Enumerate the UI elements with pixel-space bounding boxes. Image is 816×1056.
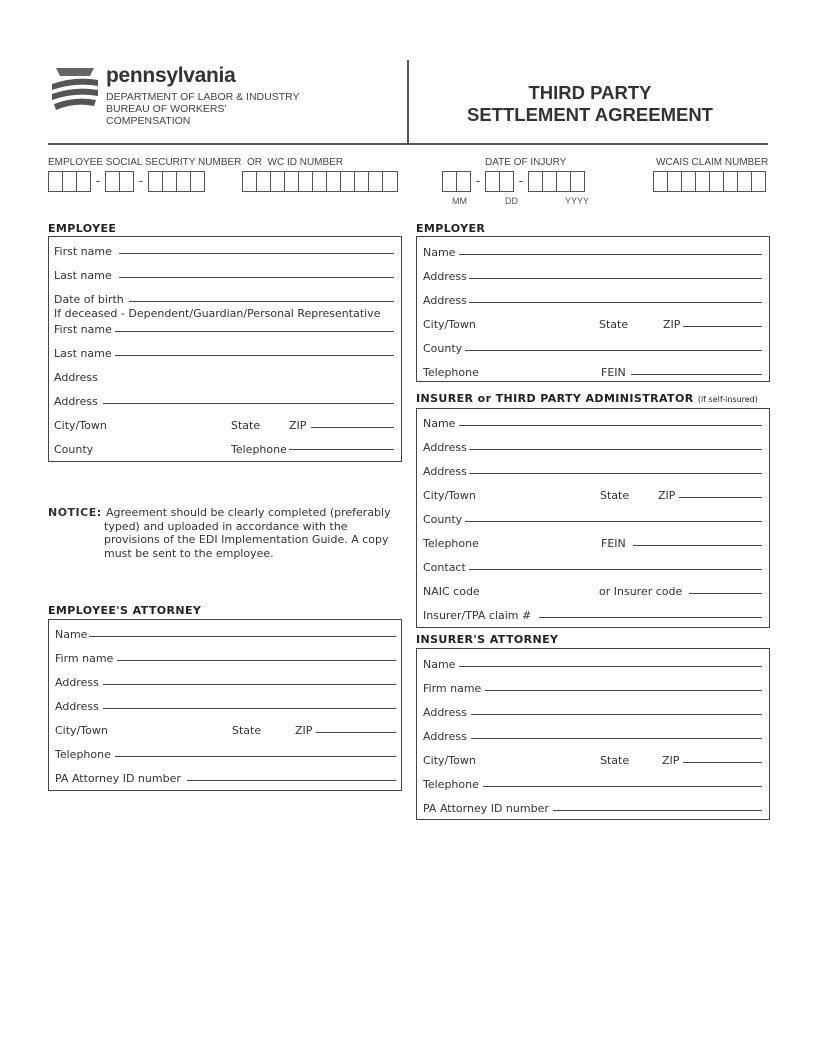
insurer-county-field[interactable]: [465, 521, 762, 522]
wcid-digit[interactable]: [326, 171, 341, 192]
doi-input[interactable]: [442, 171, 584, 192]
wcid-label: WC ID NUMBER: [267, 157, 344, 168]
wcais-input[interactable]: [653, 171, 765, 192]
wcais-digit[interactable]: [709, 171, 724, 192]
ssn-digit[interactable]: [176, 171, 191, 192]
ssn-digit[interactable]: [48, 171, 63, 192]
insurer-telephone-label: Telephone: [423, 537, 479, 550]
ea-state-label: State: [232, 724, 262, 737]
ia-address1-field[interactable]: [471, 714, 762, 715]
doi-label: DATE OF INJURY: [485, 157, 567, 168]
wcais-label: WCAIS CLAIM NUMBER: [656, 157, 769, 168]
employer-section-title: EMPLOYER: [416, 222, 486, 235]
employee-address2-label: Address: [54, 395, 98, 408]
ea-city-label: City/Town: [55, 724, 108, 737]
wcais-digit[interactable]: [695, 171, 710, 192]
employee-address2-field[interactable]: [103, 403, 394, 404]
insurer-naic-label: NAIC code: [423, 585, 480, 598]
ea-firm-label: Firm name: [55, 652, 114, 665]
logo-state-name: pennsylvania: [106, 64, 236, 87]
employee-state-label: State: [231, 419, 261, 432]
insurer-address2-field[interactable]: [469, 473, 762, 474]
ssn-digit[interactable]: [105, 171, 120, 192]
insurer-claim-field[interactable]: [539, 617, 762, 618]
insurer-zip-label: ZIP: [658, 489, 676, 502]
ia-pa-id-field[interactable]: [553, 810, 762, 811]
ssn-input[interactable]: [48, 171, 204, 192]
insurer-code-label: or Insurer code: [599, 585, 683, 598]
wcid-digit[interactable]: [312, 171, 327, 192]
doi-year-digit[interactable]: [528, 171, 543, 192]
ia-address2-label: Address: [423, 730, 467, 743]
notice-line-4: must be sent to the employee.: [104, 546, 274, 560]
doi-month-digit[interactable]: [442, 171, 457, 192]
notice-line-1: Agreement should be clearly completed (preferably: [106, 506, 391, 519]
ea-address2-label: Address: [55, 700, 99, 713]
header-divider-vertical: [407, 60, 409, 144]
wcid-digit[interactable]: [298, 171, 313, 192]
ia-zip-label: ZIP: [662, 754, 680, 767]
insurer-contact-field[interactable]: [469, 569, 762, 570]
notice-line-2: typed) and uploaded in accordance with the: [104, 519, 348, 533]
insurer-state-label: State: [600, 489, 630, 502]
or-label: OR: [246, 157, 262, 168]
ssn-label: EMPLOYEE SOCIAL SECURITY NUMBER: [48, 157, 242, 168]
insurer-box: [416, 408, 770, 628]
wcid-digit[interactable]: [284, 171, 299, 192]
ea-address1-field[interactable]: [103, 684, 396, 685]
employee-dob-label: Date of birth: [54, 293, 124, 306]
wcais-digit[interactable]: [723, 171, 738, 192]
insurer-county-label: County: [423, 513, 463, 526]
ia-firm-field[interactable]: [485, 690, 762, 691]
employer-name-label: Name: [423, 246, 456, 259]
ssn-digit[interactable]: [162, 171, 177, 192]
employer-county-field[interactable]: [465, 350, 762, 351]
employer-fein-label: FEIN: [601, 366, 626, 379]
wcid-digit[interactable]: [340, 171, 355, 192]
wcid-digit[interactable]: [368, 171, 383, 192]
employee-last-name-field[interactable]: [119, 277, 394, 278]
employee-county-label: County: [54, 443, 94, 456]
employer-telephone-label: Telephone: [423, 366, 479, 379]
wcid-input[interactable]: [242, 171, 397, 192]
ia-state-label: State: [600, 754, 630, 767]
title-line-1: THIRD PARTY: [528, 82, 652, 103]
insurer-claim-label: Insurer/TPA claim #: [423, 609, 532, 622]
insurer-city-label: City/Town: [423, 489, 476, 502]
doi-dash: -: [518, 174, 524, 188]
employee-zip-label: ZIP: [289, 419, 307, 432]
employer-zip-label: ZIP: [663, 318, 681, 331]
employee-first-name-label: First name: [54, 245, 112, 258]
insurer-name-label: Name: [423, 417, 456, 430]
employee-box: [48, 236, 402, 462]
ssn-digit[interactable]: [148, 171, 163, 192]
ia-name-field[interactable]: [459, 666, 762, 667]
wcais-digit[interactable]: [681, 171, 696, 192]
insurer-zip-field[interactable]: [679, 497, 762, 498]
employer-address1-field[interactable]: [469, 278, 762, 279]
employer-county-label: County: [423, 342, 463, 355]
rep-first-name-label: First name: [54, 323, 112, 336]
ia-telephone-label: Telephone: [423, 778, 479, 791]
rep-last-name-label: Last name: [54, 347, 112, 360]
ea-telephone-label: Telephone: [55, 748, 111, 761]
doi-dash: -: [475, 174, 481, 188]
wcid-digit[interactable]: [382, 171, 398, 192]
ea-address1-label: Address: [55, 676, 99, 689]
employer-fein-field[interactable]: [631, 374, 762, 375]
doi-day-digit[interactable]: [485, 171, 500, 192]
ia-pa-id-label: PA Attorney ID number: [423, 802, 549, 815]
employee-attorney-box: [48, 619, 402, 791]
wcid-digit[interactable]: [354, 171, 369, 192]
logo-department: DEPARTMENT OF LABOR & INDUSTRY: [106, 91, 300, 103]
insurer-contact-label: Contact: [423, 561, 466, 574]
insurer-title-text: INSURER or THIRD PARTY ADMINISTRATOR: [416, 392, 694, 405]
header-divider-horizontal: [48, 143, 768, 145]
title-line-2: SETTLEMENT AGREEMENT: [467, 104, 713, 125]
ea-pa-id-field[interactable]: [187, 780, 396, 781]
ia-city-label: City/Town: [423, 754, 476, 767]
insurer-attorney-section-title: INSURER'S ATTORNEY: [416, 633, 559, 646]
notice-label: NOTICE:: [48, 506, 102, 519]
ea-pa-id-label: PA Attorney ID number: [55, 772, 181, 785]
ea-zip-label: ZIP: [295, 724, 313, 737]
employer-address2-label: Address: [423, 294, 467, 307]
ia-zip-field[interactable]: [683, 762, 762, 763]
employee-section-title: EMPLOYEE: [48, 222, 117, 235]
ssn-dash: -: [138, 174, 144, 188]
employee-first-name-field[interactable]: [119, 253, 394, 254]
insurer-section-title: [416, 392, 758, 405]
ea-name-label: Name: [55, 628, 88, 641]
insurer-title-note: (if self-insured): [697, 395, 758, 404]
insurer-address1-field[interactable]: [469, 449, 762, 450]
wcid-digit[interactable]: [256, 171, 271, 192]
employer-zip-field[interactable]: [683, 326, 762, 327]
insurer-attorney-box: [416, 648, 770, 820]
ia-firm-label: Firm name: [423, 682, 482, 695]
doi-month-digit[interactable]: [456, 171, 471, 192]
mm-label: MM: [452, 196, 467, 206]
ia-address1-label: Address: [423, 706, 467, 719]
insurer-address1-label: Address: [423, 441, 467, 454]
employee-telephone-field[interactable]: [289, 449, 394, 450]
ssn-dash: -: [95, 174, 101, 188]
ssn-digit[interactable]: [119, 171, 134, 192]
employee-telephone-label: Telephone: [231, 443, 287, 456]
ssn-digit[interactable]: [62, 171, 77, 192]
ea-name-field[interactable]: [89, 636, 396, 637]
rep-last-name-field[interactable]: [115, 355, 394, 356]
employee-dob-field[interactable]: [129, 301, 394, 302]
wcais-digit[interactable]: [751, 171, 766, 192]
ia-address2-field[interactable]: [471, 738, 762, 739]
ea-zip-field[interactable]: [316, 732, 396, 733]
wcais-digit[interactable]: [667, 171, 682, 192]
doi-year-digit[interactable]: [556, 171, 571, 192]
wcid-digit[interactable]: [242, 171, 257, 192]
rep-first-name-field[interactable]: [115, 331, 394, 332]
employer-box: [416, 236, 770, 382]
employer-state-label: State: [599, 318, 629, 331]
ia-telephone-field[interactable]: [483, 786, 762, 787]
insurer-fein-label: FEIN: [601, 537, 626, 550]
ssn-digit[interactable]: [76, 171, 91, 192]
doi-year-digit[interactable]: [570, 171, 585, 192]
insurer-code-field[interactable]: [689, 593, 762, 594]
ea-firm-field[interactable]: [117, 660, 396, 661]
logo-bureau: BUREAU OF WORKERS' COMPENSATION: [106, 103, 227, 127]
wcais-digit[interactable]: [737, 171, 752, 192]
deceased-note: If deceased - Dependent/Guardian/Personal Representative: [54, 307, 381, 320]
employer-address2-field[interactable]: [469, 302, 762, 303]
notice: [48, 506, 408, 560]
ssn-digit[interactable]: [190, 171, 205, 192]
employer-address1-label: Address: [423, 270, 467, 283]
ia-name-label: Name: [423, 658, 456, 671]
insurer-address2-label: Address: [423, 465, 467, 478]
employee-attorney-section-title: EMPLOYEE'S ATTORNEY: [48, 604, 202, 617]
employee-address1-label: Address: [54, 371, 98, 384]
dd-label: DD: [505, 196, 518, 206]
pa-logo: [50, 64, 310, 127]
wcid-digit[interactable]: [270, 171, 285, 192]
employee-last-name-label: Last name: [54, 269, 112, 282]
employee-city-label: City/Town: [54, 419, 107, 432]
insurer-name-field[interactable]: [459, 425, 762, 426]
ssn-label-group: [48, 157, 343, 168]
yyyy-label: YYYY: [565, 196, 590, 206]
employer-name-field[interactable]: [459, 254, 762, 255]
insurer-fein-field[interactable]: [633, 545, 762, 546]
ea-address2-field[interactable]: [103, 708, 396, 709]
form-title: [430, 82, 750, 126]
notice-line-3: provisions of the EDI Implementation Guide. A copy: [104, 533, 389, 546]
keystone-logo-icon: [50, 66, 100, 114]
ea-telephone-field[interactable]: [115, 756, 396, 757]
doi-day-digit[interactable]: [499, 171, 514, 192]
wcais-digit[interactable]: [653, 171, 668, 192]
employee-zip-field[interactable]: [311, 427, 394, 428]
employer-city-label: City/Town: [423, 318, 476, 331]
doi-year-digit[interactable]: [542, 171, 557, 192]
